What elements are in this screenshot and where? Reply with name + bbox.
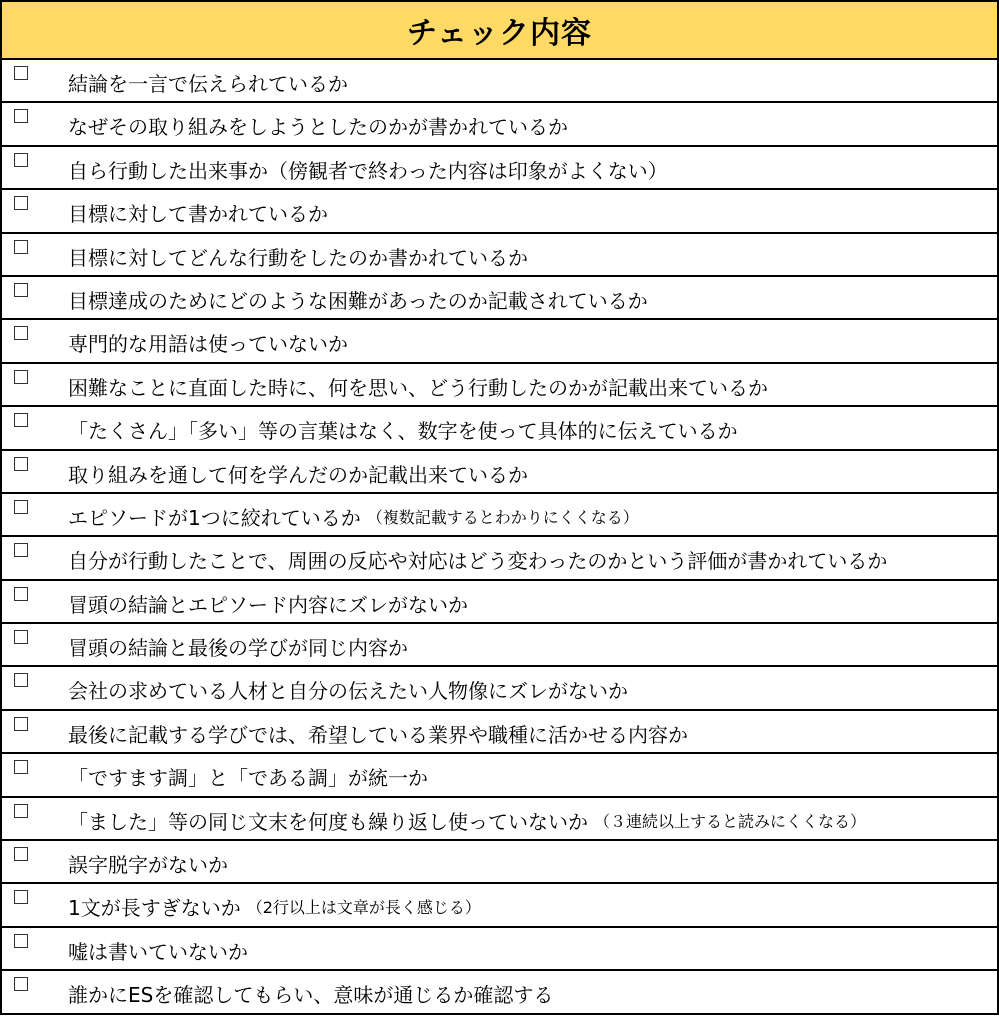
- checklist-item-text: 冒頭の結論とエピソード内容にズレがないか: [68, 592, 468, 617]
- checklist-item-label: [68, 971, 553, 1012]
- checkbox[interactable]: [14, 240, 28, 254]
- checkbox[interactable]: [14, 543, 28, 557]
- checklist-item-label: [68, 234, 528, 275]
- checklist-item-text: 「ました」等の同じ文末を何度も繰り返し使っていないか: [68, 809, 588, 834]
- checklist-item-note: （３連続以上すると読みにくくなる）: [594, 811, 867, 831]
- checklist-row: [0, 451, 999, 494]
- checklist-item-label: [68, 884, 481, 925]
- checklist-item-label: [68, 60, 348, 101]
- checkbox[interactable]: [14, 934, 28, 948]
- checklist-item-note: （2行以上は文章が長く感じる）: [246, 898, 481, 918]
- checklist-item-label: [68, 407, 738, 448]
- table-header: [0, 0, 999, 60]
- checkbox[interactable]: [14, 283, 28, 297]
- checklist-item-text: 自ら行動した出来事か（傍観者で終わった内容は印象がよくない）: [68, 158, 668, 183]
- checklist-item-label: [68, 147, 668, 188]
- checklist-item-label: [68, 277, 648, 318]
- checkbox[interactable]: [14, 66, 28, 80]
- checklist-item-text: 「ですます調」と「である調」が統一か: [68, 766, 428, 791]
- checklist-row: [0, 494, 999, 537]
- checklist-item-label: [68, 451, 528, 492]
- checklist-item-text: 会社の求めている人材と自分の伝えたい人物像にズレがないか: [68, 679, 628, 704]
- checkbox[interactable]: [14, 153, 28, 167]
- checklist-item-label: [68, 494, 639, 535]
- checklist-item-text: 結論を一言で伝えられているか: [68, 72, 348, 96]
- checklist-item-text: エピソードが1つに絞れているか: [68, 505, 361, 530]
- checklist-row: [0, 754, 999, 797]
- checklist-item-label: [68, 537, 887, 578]
- checkbox[interactable]: [14, 847, 28, 861]
- checklist-item-text: 誰かにESを確認してもらい、意味が通じるか確認する: [68, 983, 554, 1008]
- checkbox[interactable]: [14, 587, 28, 601]
- checklist-item-label: [68, 841, 228, 882]
- checkbox[interactable]: [14, 804, 28, 818]
- checklist-item-text: 困難なことに直面した時に、何を思い、どう行動したのかが記載出来ているか: [68, 375, 768, 400]
- checklist-row: [0, 277, 999, 320]
- checklist-row: [0, 971, 999, 1014]
- checklist-item-text: 自分が行動したことで、周囲の反応や対応はどう変わったのかという評価が書かれているか: [68, 549, 888, 574]
- checklist-item-text: 専門的な用語は使っていないか: [68, 332, 348, 357]
- checkbox[interactable]: [14, 717, 28, 731]
- checkbox[interactable]: [14, 370, 28, 384]
- checklist-row: [0, 884, 999, 927]
- checklist-item-label: [68, 624, 408, 665]
- checklist-item-text: 冒頭の結論と最後の学びが同じ内容か: [68, 636, 408, 661]
- checklist-item-text: なぜその取り組みをしようとしたのかが書かれているか: [68, 115, 568, 140]
- checklist-item-label: [68, 364, 768, 405]
- checklist-item-label: [68, 754, 428, 795]
- header-title: チェック内容: [406, 16, 593, 51]
- checklist-item-text: 目標に対してどんな行動をしたのか書かれているか: [68, 245, 528, 270]
- checklist-item-label: [68, 190, 328, 231]
- checklist-row: [0, 624, 999, 667]
- checklist-row: [0, 60, 999, 103]
- checklist-rows: [0, 60, 999, 1015]
- checklist-row: [0, 667, 999, 710]
- checkbox[interactable]: [14, 977, 28, 991]
- checkbox[interactable]: [14, 196, 28, 210]
- checklist-row: [0, 364, 999, 407]
- checklist-item-label: [68, 798, 866, 839]
- checklist-row: [0, 103, 999, 146]
- checklist-item-label: [68, 667, 628, 708]
- checkbox[interactable]: [14, 760, 28, 774]
- checkbox[interactable]: [14, 890, 28, 904]
- checkbox[interactable]: [14, 413, 28, 427]
- checkbox[interactable]: [14, 500, 28, 514]
- checklist-row: [0, 581, 999, 624]
- checklist-item-text: 取り組みを通して何を学んだのか記載出来ているか: [68, 462, 528, 487]
- checklist-item-text: 「たくさん」「多い」等の言葉はなく、数字を使って具体的に伝えているか: [68, 419, 738, 444]
- checkbox[interactable]: [14, 326, 28, 340]
- checklist-row: [0, 928, 999, 971]
- checklist-row: [0, 234, 999, 277]
- checklist-item-text: 1文が長すぎないか: [68, 896, 241, 921]
- checklist-row: [0, 407, 999, 450]
- checklist-row: [0, 190, 999, 233]
- checklist-row: [0, 537, 999, 580]
- checklist-item-text: 嘘は書いていないか: [68, 939, 248, 964]
- checklist-item-label: [68, 711, 688, 752]
- checkbox[interactable]: [14, 109, 28, 123]
- checklist-item-note: （複数記載するとわかりにくくなる）: [366, 507, 639, 527]
- checklist-item-text: 目標に対して書かれているか: [68, 202, 328, 227]
- checklist-item-label: [68, 581, 468, 622]
- checkbox[interactable]: [14, 457, 28, 471]
- checklist-row: [0, 147, 999, 190]
- checklist-item-text: 誤字脱字がないか: [68, 853, 228, 878]
- checkbox[interactable]: [14, 673, 28, 687]
- checklist-item-text: 目標達成のためにどのような困難があったのか記載されているか: [68, 288, 648, 313]
- checklist-row: [0, 841, 999, 884]
- checklist-item-text: 最後に記載する学びでは、希望している業界や職種に活かせる内容か: [68, 722, 688, 747]
- checklist-row: [0, 798, 999, 841]
- checklist-item-label: [68, 103, 568, 144]
- checklist-row: [0, 711, 999, 754]
- checklist-item-label: [68, 928, 248, 969]
- checklist-row: [0, 320, 999, 363]
- checklist-item-label: [68, 320, 348, 361]
- checkbox[interactable]: [14, 630, 28, 644]
